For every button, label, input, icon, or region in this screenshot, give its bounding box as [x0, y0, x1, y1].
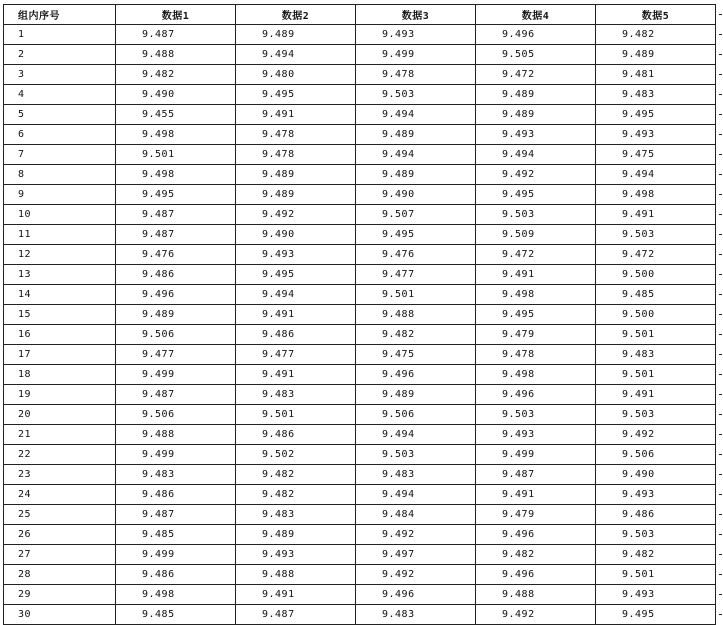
cell-group-index: 29	[4, 585, 116, 605]
cell-data-5: 9.506	[596, 445, 716, 465]
cell-group-index: 7	[4, 145, 116, 165]
cell-data-4: 9.496	[476, 525, 596, 545]
cell-data-3: 9.497	[356, 545, 476, 565]
cell-data-1: 9.485	[116, 605, 236, 625]
edge-tick	[719, 134, 722, 135]
table-body	[4, 25, 716, 625]
cell-group-index: 13	[4, 265, 116, 285]
cell-group-index: 3	[4, 65, 116, 85]
table-row	[4, 45, 716, 65]
table-row	[4, 25, 716, 45]
cell-data-2: 9.501	[236, 405, 356, 425]
cell-group-index: 22	[4, 445, 116, 465]
cell-data-2: 9.486	[236, 325, 356, 345]
cell-data-5: 9.500	[596, 305, 716, 325]
cell-data-1: 9.498	[116, 125, 236, 145]
cell-group-index: 8	[4, 165, 116, 185]
table-row	[4, 365, 716, 385]
cell-data-2: 9.489	[236, 525, 356, 545]
cell-group-index: 2	[4, 45, 116, 65]
table-row	[4, 525, 716, 545]
cell-data-4: 9.494	[476, 145, 596, 165]
cell-data-5: 9.475	[596, 145, 716, 165]
cell-data-2: 9.477	[236, 345, 356, 365]
cell-data-1: 9.499	[116, 365, 236, 385]
cell-data-1: 9.499	[116, 545, 236, 565]
cell-data-5: 9.494	[596, 165, 716, 185]
cell-data-4: 9.498	[476, 285, 596, 305]
table-row	[4, 445, 716, 465]
cell-data-3: 9.475	[356, 345, 476, 365]
cell-data-4: 9.503	[476, 205, 596, 225]
header-data-5: 数据5	[596, 5, 716, 25]
cell-data-4: 9.496	[476, 385, 596, 405]
cell-data-3: 9.489	[356, 165, 476, 185]
table-row	[4, 305, 716, 325]
cell-data-5: 9.503	[596, 525, 716, 545]
cell-data-5: 9.489	[596, 45, 716, 65]
table-row	[4, 545, 716, 565]
edge-tick	[719, 214, 722, 215]
cell-data-3: 9.495	[356, 225, 476, 245]
cell-data-4: 9.482	[476, 545, 596, 565]
cell-data-3: 9.492	[356, 525, 476, 545]
header-data-3: 数据3	[356, 5, 476, 25]
table-row	[4, 285, 716, 305]
cell-data-1: 9.482	[116, 65, 236, 85]
cell-group-index: 24	[4, 485, 116, 505]
cell-data-2: 9.488	[236, 565, 356, 585]
edge-tick	[719, 334, 722, 335]
edge-tick	[719, 354, 722, 355]
table-row	[4, 465, 716, 485]
cell-data-1: 9.487	[116, 385, 236, 405]
table-row	[4, 485, 716, 505]
table-row	[4, 385, 716, 405]
edge-tick	[719, 194, 722, 195]
cell-data-3: 9.503	[356, 445, 476, 465]
cell-data-2: 9.495	[236, 85, 356, 105]
cell-data-4: 9.489	[476, 105, 596, 125]
table-row	[4, 585, 716, 605]
table-row	[4, 325, 716, 345]
edge-tick	[719, 294, 722, 295]
cell-data-5: 9.501	[596, 565, 716, 585]
cell-group-index: 5	[4, 105, 116, 125]
table-row	[4, 565, 716, 585]
edge-tick	[719, 154, 722, 155]
cell-group-index: 11	[4, 225, 116, 245]
cell-data-3: 9.478	[356, 65, 476, 85]
table-row	[4, 265, 716, 285]
cell-data-3: 9.489	[356, 125, 476, 145]
cell-group-index: 10	[4, 205, 116, 225]
cell-data-1: 9.498	[116, 585, 236, 605]
cell-group-index: 26	[4, 525, 116, 545]
cell-data-1: 9.496	[116, 285, 236, 305]
cell-group-index: 15	[4, 305, 116, 325]
cell-data-1: 9.487	[116, 25, 236, 45]
cell-data-1: 9.487	[116, 505, 236, 525]
table-row	[4, 85, 716, 105]
edge-tick	[719, 74, 722, 75]
cell-group-index: 4	[4, 85, 116, 105]
cell-data-1: 9.476	[116, 245, 236, 265]
cell-data-3: 9.483	[356, 465, 476, 485]
header-data-4: 数据4	[476, 5, 596, 25]
cell-data-3: 9.503	[356, 85, 476, 105]
cell-data-3: 9.477	[356, 265, 476, 285]
cell-data-4: 9.503	[476, 405, 596, 425]
cell-data-2: 9.491	[236, 305, 356, 325]
edge-tick	[719, 54, 722, 55]
cell-data-1: 9.488	[116, 45, 236, 65]
cell-data-5: 9.482	[596, 25, 716, 45]
cell-data-2: 9.482	[236, 485, 356, 505]
edge-tick	[719, 174, 722, 175]
cell-data-5: 9.491	[596, 205, 716, 225]
cell-data-4: 9.509	[476, 225, 596, 245]
cell-data-5: 9.498	[596, 185, 716, 205]
cell-data-5: 9.495	[596, 605, 716, 625]
table-row	[4, 245, 716, 265]
cell-data-4: 9.493	[476, 125, 596, 145]
cell-data-4: 9.488	[476, 585, 596, 605]
cell-data-1: 9.489	[116, 305, 236, 325]
cell-data-2: 9.489	[236, 165, 356, 185]
cell-data-1: 9.501	[116, 145, 236, 165]
cell-group-index: 16	[4, 325, 116, 345]
cell-group-index: 18	[4, 365, 116, 385]
data-table	[3, 4, 716, 625]
edge-tick	[719, 574, 722, 575]
cell-data-3: 9.482	[356, 325, 476, 345]
edge-tick	[719, 14, 722, 15]
edge-tick	[719, 314, 722, 315]
table-row	[4, 145, 716, 165]
cell-data-2: 9.478	[236, 145, 356, 165]
cell-data-3: 9.484	[356, 505, 476, 525]
cell-data-5: 9.503	[596, 225, 716, 245]
cell-data-5: 9.492	[596, 425, 716, 445]
cell-data-5: 9.500	[596, 265, 716, 285]
edge-tick	[719, 594, 722, 595]
edge-tick	[719, 514, 722, 515]
cell-data-1: 9.495	[116, 185, 236, 205]
table-row	[4, 105, 716, 125]
edge-tick	[719, 434, 722, 435]
cell-data-5: 9.501	[596, 365, 716, 385]
cell-data-1: 9.455	[116, 105, 236, 125]
cell-data-3: 9.496	[356, 365, 476, 385]
edge-tick	[719, 34, 722, 35]
cell-group-index: 1	[4, 25, 116, 45]
cell-data-5: 9.472	[596, 245, 716, 265]
cell-data-5: 9.481	[596, 65, 716, 85]
cell-group-index: 14	[4, 285, 116, 305]
cell-data-3: 9.489	[356, 385, 476, 405]
cell-data-3: 9.476	[356, 245, 476, 265]
edge-tick	[719, 454, 722, 455]
cell-data-3: 9.499	[356, 45, 476, 65]
cell-data-4: 9.492	[476, 605, 596, 625]
cell-data-2: 9.483	[236, 385, 356, 405]
cell-data-3: 9.493	[356, 25, 476, 45]
cell-group-index: 12	[4, 245, 116, 265]
cell-data-5: 9.483	[596, 345, 716, 365]
cell-data-5: 9.491	[596, 385, 716, 405]
cell-data-1: 9.487	[116, 205, 236, 225]
cell-data-4: 9.492	[476, 165, 596, 185]
table-row	[4, 425, 716, 445]
cell-data-4: 9.495	[476, 185, 596, 205]
table-row	[4, 185, 716, 205]
cell-data-5: 9.485	[596, 285, 716, 305]
cell-data-3: 9.494	[356, 105, 476, 125]
cell-data-4: 9.491	[476, 265, 596, 285]
edge-tick	[719, 114, 722, 115]
cell-group-index: 25	[4, 505, 116, 525]
cell-data-3: 9.501	[356, 285, 476, 305]
cell-data-1: 9.488	[116, 425, 236, 445]
cell-group-index: 9	[4, 185, 116, 205]
edge-tick	[719, 614, 722, 615]
cell-data-2: 9.486	[236, 425, 356, 445]
cell-data-2: 9.494	[236, 285, 356, 305]
cell-data-1: 9.499	[116, 445, 236, 465]
table-row	[4, 605, 716, 625]
edge-tick	[719, 554, 722, 555]
cell-data-3: 9.483	[356, 605, 476, 625]
table-header-row	[4, 5, 716, 25]
cell-data-1: 9.486	[116, 265, 236, 285]
cell-data-2: 9.490	[236, 225, 356, 245]
cell-data-3: 9.492	[356, 565, 476, 585]
cell-data-2: 9.502	[236, 445, 356, 465]
table-edge-marks	[719, 4, 723, 614]
cell-data-5: 9.482	[596, 545, 716, 565]
cell-data-5: 9.493	[596, 485, 716, 505]
cell-data-3: 9.494	[356, 425, 476, 445]
cell-data-1: 9.483	[116, 465, 236, 485]
cell-data-5: 9.490	[596, 465, 716, 485]
cell-data-3: 9.490	[356, 185, 476, 205]
table-row	[4, 165, 716, 185]
cell-group-index: 6	[4, 125, 116, 145]
cell-data-4: 9.495	[476, 305, 596, 325]
cell-data-1: 9.498	[116, 165, 236, 185]
edge-tick	[719, 494, 722, 495]
edge-tick	[719, 394, 722, 395]
cell-group-index: 20	[4, 405, 116, 425]
cell-data-2: 9.491	[236, 585, 356, 605]
cell-data-4: 9.479	[476, 505, 596, 525]
cell-data-2: 9.491	[236, 105, 356, 125]
cell-group-index: 28	[4, 565, 116, 585]
header-data-2: 数据2	[236, 5, 356, 25]
edge-tick	[719, 254, 722, 255]
table-row	[4, 225, 716, 245]
cell-data-2: 9.489	[236, 185, 356, 205]
cell-data-4: 9.487	[476, 465, 596, 485]
edge-tick	[719, 414, 722, 415]
cell-group-index: 21	[4, 425, 116, 445]
cell-data-1: 9.485	[116, 525, 236, 545]
cell-data-3: 9.496	[356, 585, 476, 605]
cell-data-1: 9.490	[116, 85, 236, 105]
table-row	[4, 205, 716, 225]
cell-data-2: 9.494	[236, 45, 356, 65]
edge-tick	[719, 234, 722, 235]
cell-data-4: 9.491	[476, 485, 596, 505]
cell-data-2: 9.493	[236, 245, 356, 265]
table-row	[4, 125, 716, 145]
edge-tick	[719, 94, 722, 95]
cell-data-5: 9.503	[596, 405, 716, 425]
edge-tick	[719, 534, 722, 535]
cell-data-4: 9.493	[476, 425, 596, 445]
table-row	[4, 505, 716, 525]
table-row	[4, 345, 716, 365]
cell-data-1: 9.487	[116, 225, 236, 245]
cell-data-2: 9.487	[236, 605, 356, 625]
cell-data-1: 9.486	[116, 485, 236, 505]
cell-data-5: 9.486	[596, 505, 716, 525]
cell-data-2: 9.483	[236, 505, 356, 525]
cell-data-3: 9.488	[356, 305, 476, 325]
cell-data-1: 9.506	[116, 325, 236, 345]
cell-data-4: 9.496	[476, 25, 596, 45]
cell-data-2: 9.493	[236, 545, 356, 565]
cell-group-index: 27	[4, 545, 116, 565]
cell-data-2: 9.491	[236, 365, 356, 385]
cell-data-5: 9.495	[596, 105, 716, 125]
edge-tick	[719, 474, 722, 475]
cell-data-4: 9.505	[476, 45, 596, 65]
cell-data-4: 9.496	[476, 565, 596, 585]
cell-data-4: 9.479	[476, 325, 596, 345]
cell-data-4: 9.499	[476, 445, 596, 465]
cell-data-4: 9.472	[476, 245, 596, 265]
cell-group-index: 23	[4, 465, 116, 485]
cell-group-index: 17	[4, 345, 116, 365]
cell-data-2: 9.482	[236, 465, 356, 485]
cell-data-1: 9.477	[116, 345, 236, 365]
cell-data-1: 9.486	[116, 565, 236, 585]
cell-data-2: 9.492	[236, 205, 356, 225]
cell-data-3: 9.494	[356, 485, 476, 505]
cell-data-2: 9.478	[236, 125, 356, 145]
cell-group-index: 19	[4, 385, 116, 405]
table-row	[4, 65, 716, 85]
cell-data-5: 9.493	[596, 585, 716, 605]
cell-data-2: 9.480	[236, 65, 356, 85]
cell-data-3: 9.507	[356, 205, 476, 225]
cell-data-4: 9.489	[476, 85, 596, 105]
edge-tick	[719, 374, 722, 375]
header-data-1: 数据1	[116, 5, 236, 25]
table-row	[4, 405, 716, 425]
cell-data-3: 9.506	[356, 405, 476, 425]
cell-data-4: 9.478	[476, 345, 596, 365]
edge-tick	[719, 274, 722, 275]
cell-data-3: 9.494	[356, 145, 476, 165]
cell-group-index: 30	[4, 605, 116, 625]
cell-data-5: 9.501	[596, 325, 716, 345]
cell-data-2: 9.495	[236, 265, 356, 285]
cell-data-2: 9.489	[236, 25, 356, 45]
cell-data-4: 9.498	[476, 365, 596, 385]
cell-data-1: 9.506	[116, 405, 236, 425]
cell-data-5: 9.493	[596, 125, 716, 145]
cell-data-5: 9.483	[596, 85, 716, 105]
header-group-index: 组内序号	[4, 5, 116, 25]
cell-data-4: 9.472	[476, 65, 596, 85]
